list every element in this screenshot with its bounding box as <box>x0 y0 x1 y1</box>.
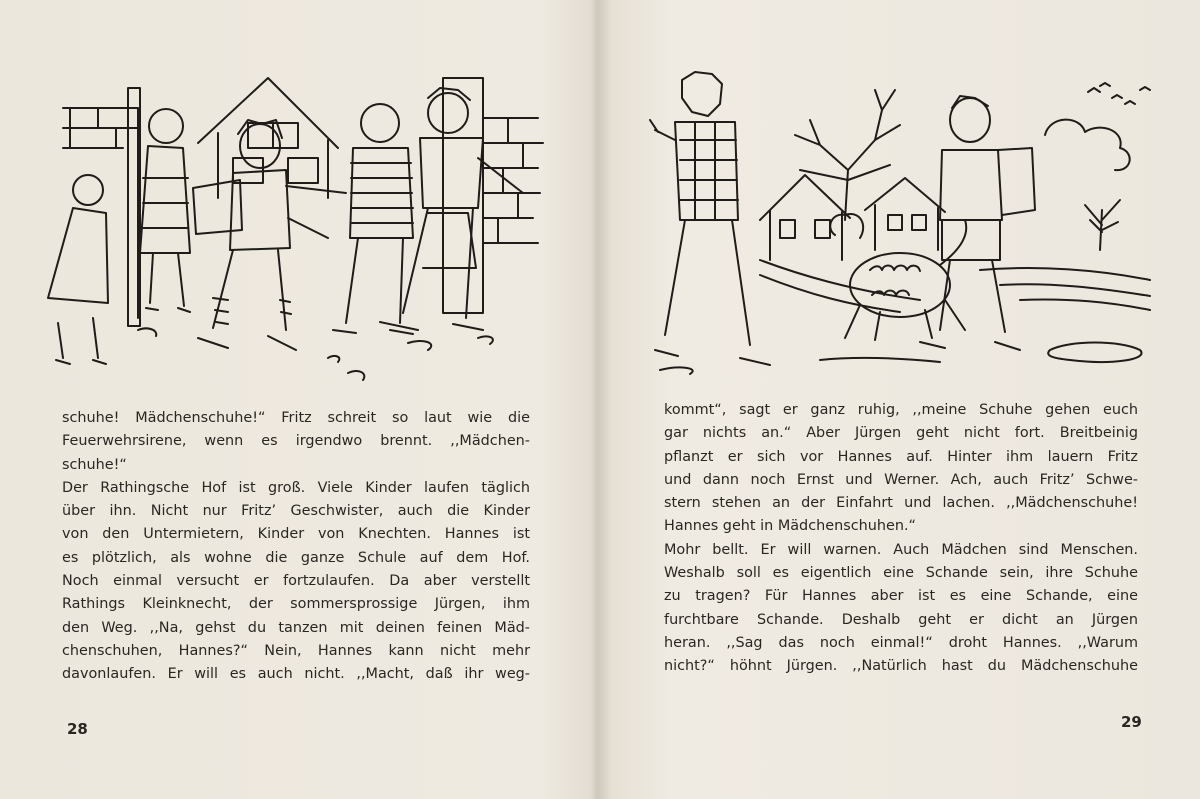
page-number-left: 28 <box>67 720 88 738</box>
text-line: es plötzlich, als wohne die ganze Schule auf dem Hof. <box>62 549 530 566</box>
text-line: stern stehen an der Einfahrt und lachen. ,,Mädchenschuhe! <box>664 495 1138 512</box>
text-line: über ihn. Nicht nur Fritz’ Geschwister, auch die Kinder <box>62 503 530 520</box>
text-line: heran. ,,Sag das noch einmal!“ droht Hannes. ,,Warum <box>664 634 1138 651</box>
text-line: Weshalb soll es eigentlich eine Schande sein, ihre Schuhe <box>664 565 1138 582</box>
text-line: Feuerwehrsirene, wenn es irgendwo brennt. ,,Mädchen- <box>62 433 530 450</box>
left-page-text <box>62 407 530 687</box>
text-line: davonlaufen. Er will es auch nicht. ,,Macht, daß ihr weg- <box>62 666 530 683</box>
right-illustration <box>620 60 1165 390</box>
left-illustration <box>28 68 553 390</box>
text-line: furchtbare Schande. Deshalb geht er dicht an Jürgen <box>664 611 1138 628</box>
text-line: Hannes geht in Mädchenschuhen.“ <box>664 518 916 535</box>
text-line: pflanzt er sich vor Hannes auf. Hinter ihm lauern Fritz <box>664 448 1138 465</box>
text-line: Noch einmal versucht er fortzulaufen. Da aber verstellt <box>62 573 530 590</box>
text-line: schuhe!“ <box>62 456 127 473</box>
page-number-right: 29 <box>1121 713 1142 731</box>
text-line: Mohr bellt. Er will warnen. Auch Mädchen sind Menschen. <box>664 541 1138 558</box>
text-line: chenschuhen, Hannes?“ Nein, Hannes kann nicht mehr <box>62 642 530 659</box>
text-line: kommt“, sagt er ganz ruhig, ,,meine Schuhe gehen euch <box>664 402 1138 418</box>
boy-and-poodle-drawing <box>620 60 1165 390</box>
text-line: schuhe! Mädchenschuhe!“ Fritz schreit so laut wie die <box>62 410 530 426</box>
right-page-text <box>664 399 1138 679</box>
text-line: zu tragen? Für Hannes aber ist es eine Schande, eine <box>664 588 1138 605</box>
text-line: gar nichts an.“ Aber Jürgen geht nicht fort. Breitbeinig <box>664 425 1138 442</box>
left-page <box>0 0 596 799</box>
text-line: und dann noch Ernst und Werner. Ach, auch Fritz’ Schwe- <box>664 471 1138 488</box>
text-line: Rathings Kleinknecht, der sommersprossige Jürgen, ihm <box>62 596 530 613</box>
text-line: Der Rathingsche Hof ist groß. Viele Kinder laufen täglich <box>62 479 530 496</box>
text-line: den Weg. ,,Na, gehst du tanzen mit deinen feinen Mäd- <box>62 619 530 636</box>
children-scene-drawing <box>28 68 553 390</box>
text-line: nicht?“ höhnt Jürgen. ,,Natürlich hast du Mädchenschuhe <box>664 658 1138 675</box>
text-line: von den Untermietern, Kinder von Knechten. Hannes ist <box>62 526 530 543</box>
right-page <box>598 0 1200 799</box>
